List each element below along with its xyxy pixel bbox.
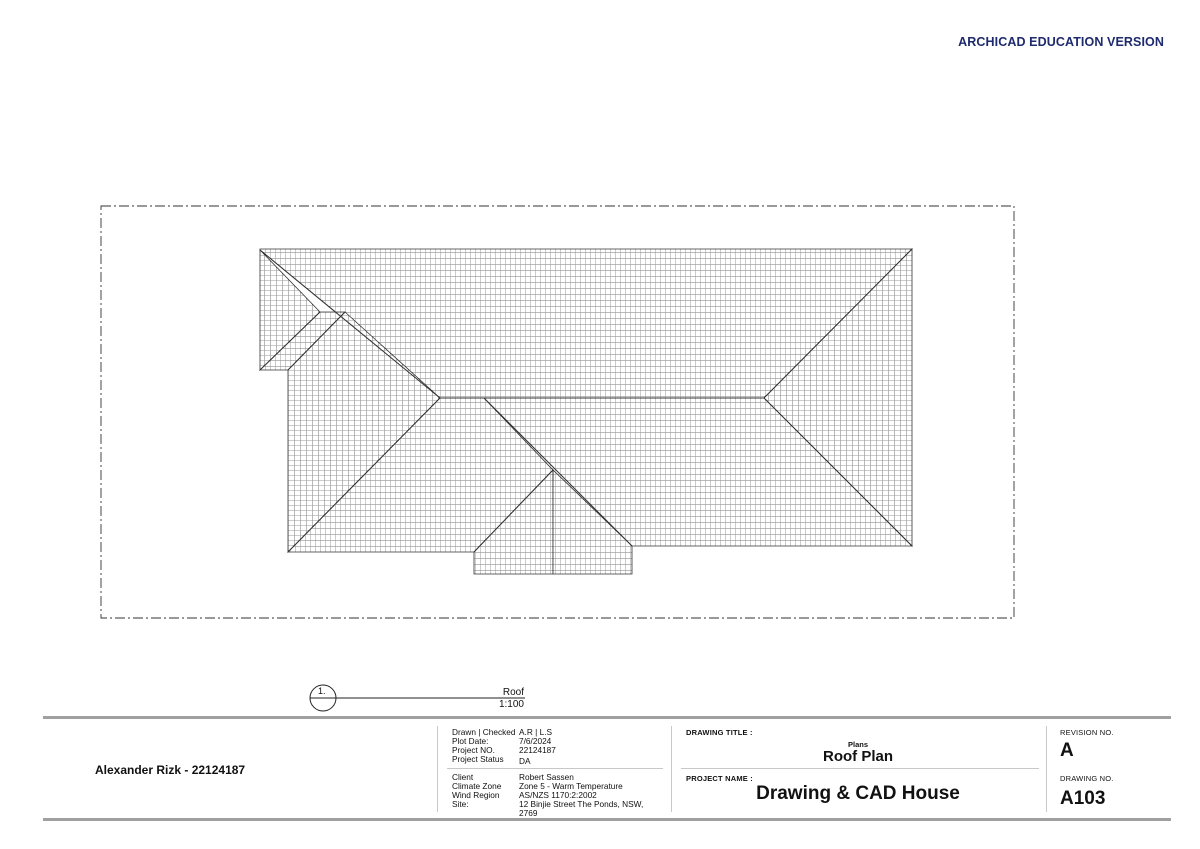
value-drawn-checked: A.R | L.S <box>519 727 553 737</box>
value-wind-region: AS/NZS 1170:2:2002 <box>519 790 597 800</box>
divider <box>437 726 438 812</box>
client-labels <box>452 773 501 809</box>
label-project-status: Project Status <box>452 754 504 764</box>
title-block-bottom-rule <box>43 818 1171 821</box>
roof-outline <box>260 249 912 574</box>
revision-heading: REVISION NO. <box>1060 728 1114 737</box>
divider <box>671 726 672 812</box>
drawing-title-heading: DRAWING TITLE : <box>686 728 753 737</box>
author-name: Alexander Rizk - 22124187 <box>95 763 246 777</box>
label-wind-region: Wind Region <box>452 790 500 800</box>
divider <box>1046 726 1047 812</box>
label-client: Client <box>452 772 474 782</box>
title-block-top-rule <box>43 716 1171 719</box>
view-number: 1. <box>318 686 326 696</box>
label-plot-date: Plot Date: <box>452 736 489 746</box>
divider <box>681 768 1039 769</box>
value-climate-zone: Zone 5 - Warm Temperature <box>519 781 623 791</box>
label-climate-zone: Climate Zone <box>452 781 502 791</box>
details-labels <box>452 728 516 764</box>
value-site: 12 Binjie Street The Ponds, NSW, <box>519 799 644 809</box>
details-values <box>519 728 556 766</box>
client-values <box>519 773 643 818</box>
drawing-category: Plans <box>847 740 869 749</box>
label-drawn-checked: Drawn | Checked <box>452 727 516 737</box>
revision-value: A <box>1060 740 1074 761</box>
label-site: Site: <box>452 799 469 809</box>
label-project-no: Project NO. <box>452 745 495 755</box>
project-name: Drawing & CAD House <box>756 783 960 804</box>
education-watermark: ARCHICAD EDUCATION VERSION <box>958 35 1164 49</box>
value-plot-date: 7/6/2024 <box>519 736 552 746</box>
value-project-no: 22124187 <box>519 745 556 755</box>
value-client: Robert Sassen <box>519 772 574 782</box>
view-name: Roof <box>502 687 524 698</box>
drawing-no-heading: DRAWING NO. <box>1060 774 1114 783</box>
drawing-no-value: A103 <box>1060 788 1106 809</box>
drawing-title: Roof Plan <box>823 748 893 765</box>
value-project-status: DA <box>519 756 531 766</box>
value-site-postcode: 2769 <box>519 808 538 818</box>
view-scale: 1:100 <box>498 699 524 710</box>
divider <box>447 768 663 769</box>
project-name-heading: PROJECT NAME : <box>686 774 753 783</box>
